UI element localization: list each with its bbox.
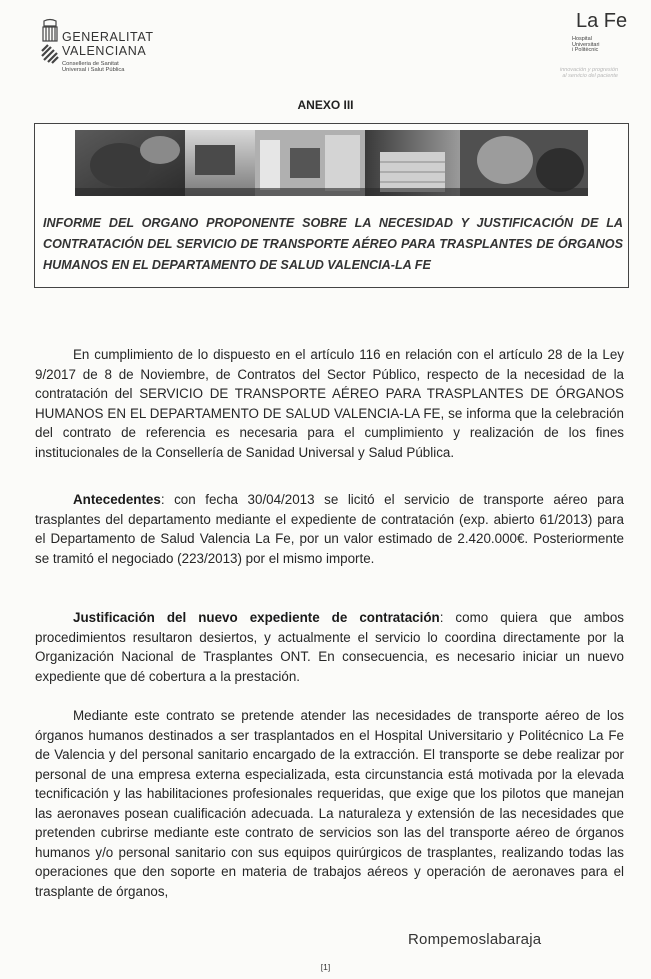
report-title: INFORME DEL ORGANO PROPONENTE SOBRE LA NECESIDAD Y JUSTIFICACIÓN DE LA CONTRATACIÓN DEL SERVICIO DE TRANSPORTE AÉREO PARA TRASPLANTES DE ÓRGANOS HUMANOS EN EL DEPARTAMENTO DE SALUD VALENCIA-LA FE <box>43 216 623 272</box>
paragraph-1 <box>35 345 624 462</box>
paragraph-3-text: : como quiera que ambos procedimientos resultaron desiertos, y actualmente el servicio lo coordina directamente por la Organización Nacional de Trasplantes ONT. En consecuencia, es necesario iniciar un nuevo expediente que dé cobertura a la prestación. <box>35 610 624 684</box>
lafe-brand: La Fe <box>576 10 628 32</box>
annex-title: ANEXO III <box>297 98 354 112</box>
title-box <box>34 123 629 288</box>
lafe-slogan <box>540 68 618 79</box>
logo-subtext-line2: Universal i Salut Pública <box>62 67 125 73</box>
paragraph-2-label: Antecedentes <box>73 492 161 507</box>
logo-text-line1: GENERALITAT <box>62 30 154 44</box>
logo-text-line2: VALENCIANA <box>62 44 147 58</box>
lafe-sub-line2: Universitari <box>572 41 600 48</box>
watermark-text: Rompemoslabaraja <box>408 931 542 948</box>
lafe-sub-line1: Hospital <box>572 36 592 42</box>
paragraph-4-text: Mediante este contrato se pretende atender las necesidades de transporte aéreo de los órganos humanos destinados a ser trasplantados en el Hospital Universitario y Politécnico La Fe de Valencia y del personal sanitario encargado de la extracción. El transporte se debe realizar por personal de una empresa externa especializada, esta circunstancia está motivada por la elevada tecnificación y las habilitaciones profesionales requeridas, que exige que los pilotos que manejan las aeronaves posean cualificación adecuada. La naturaleza y extensión de las necesidades que pretenden cubrirse mediante este contrato de servicios son las del transporte aéreo de órganos humanos y/o personal sanitario con sus equipos quirúrgicos de trasplantes, realizando todas las operaciones que den soporte en materia de trabajos aéreos y operación de aeronaves para el trasplante de órganos, <box>35 708 624 899</box>
lafe-subtitle <box>572 37 600 54</box>
page-number: [1] <box>320 962 331 972</box>
paragraph-1-text: En cumplimiento de lo dispuesto en el artículo 116 en relación con el artículo 28 de la Ley 9/2017 de 8 de Noviembre, de Contratos del Sector Público, respecto de la necesidad de la contratación del SERVICIO DE TRANSPORTE AÉREO PARA TRASPLANTES DE ÓRGANOS HUMANOS EN EL DEPARTAMENTO DE SALUD VALENCIA-LA FE, se informa que la celebración del contrato de referencia es necesaria para el cumplimiento y realización de los fines institucionales de la Consellería de Sanidad Universal y Salud Pública. <box>35 347 624 460</box>
lafe-slogan-line2: al servicio del paciente <box>562 72 618 79</box>
paragraph-2 <box>35 490 624 568</box>
lafe-slogan-line1: innovación y progresión <box>559 67 618 73</box>
paragraph-3-label: Justificación del nuevo expediente de contratación <box>73 610 440 625</box>
paragraph-3 <box>35 608 624 686</box>
paragraph-4 <box>35 706 624 901</box>
generalitat-logo <box>38 18 178 78</box>
lafe-sub-line3: i Politècnic <box>572 47 599 53</box>
banner-photo-collage <box>75 130 588 196</box>
paragraph-2-text: : con fecha 30/04/2013 se licitó el servicio de transporte aéreo para trasplantes del departamento mediante el expediente de contratación (exp. abierto 61/2013) para el Departamento de Salud Valencia La Fe, por un valor estimado de 2.420.000€. Posteriormente se tramitó el negociado (223/2013) por el mismo importe. <box>35 492 624 566</box>
logo-subtext-line1: Conselleria de Sanitat <box>62 61 119 67</box>
lafe-logo <box>528 10 628 80</box>
shield-icon <box>38 18 62 68</box>
logo-subtext <box>62 61 182 73</box>
